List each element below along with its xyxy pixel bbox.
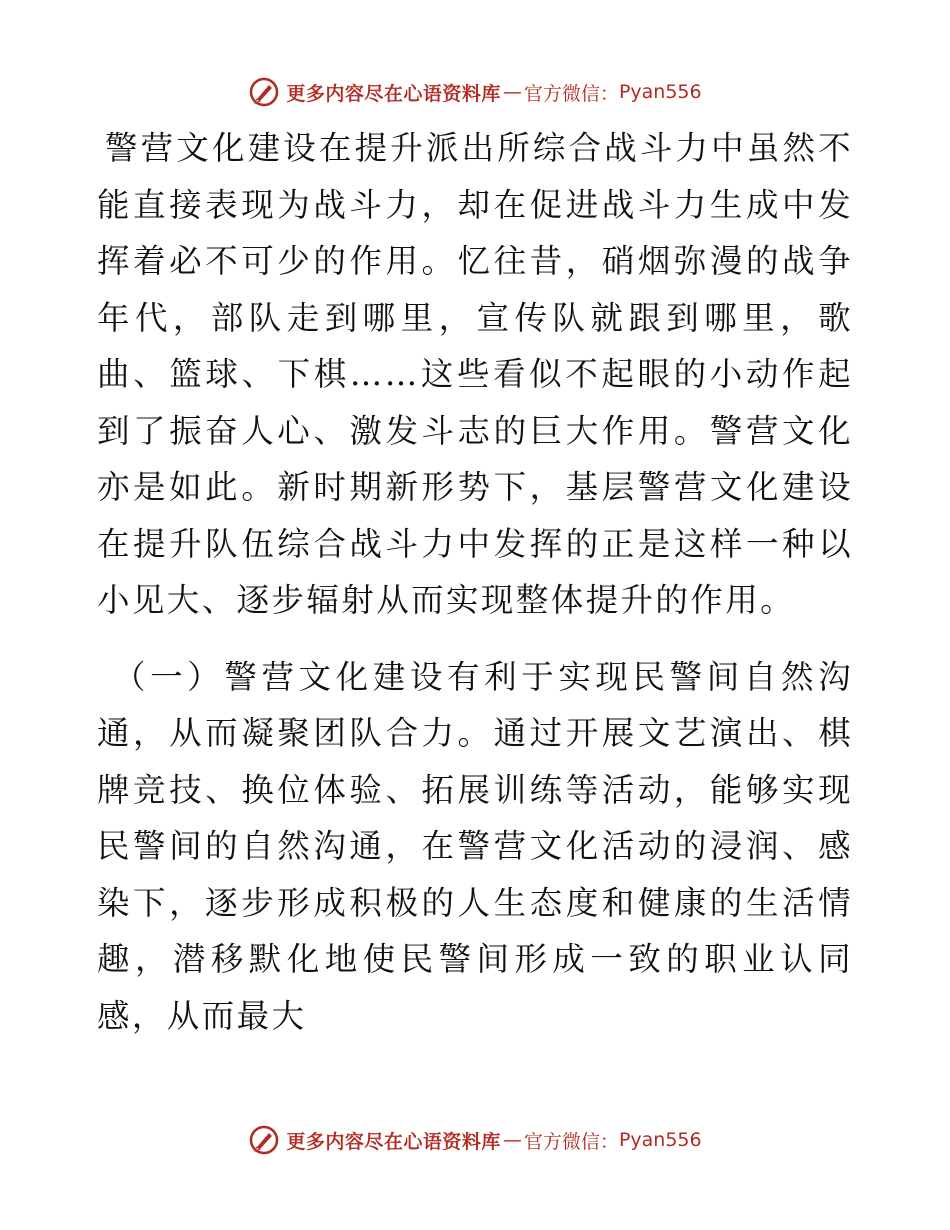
watermark-wechat-id: Pyan556 [618, 81, 702, 103]
watermark-separator: — [502, 1129, 522, 1151]
pen-logo-icon [248, 1124, 280, 1156]
paragraph-section-one: （一）警营文化建设有利于实现民警间自然沟通，从而凝聚团队合力。通过开展文艺演出、棋牌竞技、换位体验、拓展训练等活动，能够实现民警间的自然沟通，在警营文化活动的浸润、感染下，逐步形成积极的人生态度和健康的生活情趣，潜移默化地使民警间形成一致的职业认同感，从而最大 [97, 657, 853, 1035]
watermark-wechat-label: 官方微信： [523, 1130, 619, 1153]
watermark-brand-text: 更多内容尽在心语资料库 [286, 1130, 501, 1153]
header-watermark [0, 72, 950, 112]
document-body [97, 120, 853, 1044]
watermark-wechat-label: 官方微信： [523, 82, 619, 105]
footer-watermark [0, 1120, 950, 1160]
watermark-brand-text: 更多内容尽在心语资料库 [286, 82, 501, 105]
paragraph-intro: 警营文化建设在提升派出所综合战斗力中虽然不能直接表现为战斗力，却在促进战斗力生成中发挥着必不可少的作用。忆往昔，硝烟弥漫的战争年代，部队走到哪里，宣传队就跟到哪里，歌曲、篮球、下棋……这些看似不起眼的小动作起到了振奋人心、激发斗志的巨大作用。警营文化亦是如此。新时期新形势下，基层警营文化建设在提升队伍综合战斗力中发挥的正是这样一种以小见大、逐步辐射从而实现整体提升的作用。 [97, 129, 853, 619]
watermark-wechat-id: Pyan556 [618, 1129, 702, 1151]
pen-logo-icon [248, 76, 280, 108]
watermark-separator: — [502, 81, 522, 103]
